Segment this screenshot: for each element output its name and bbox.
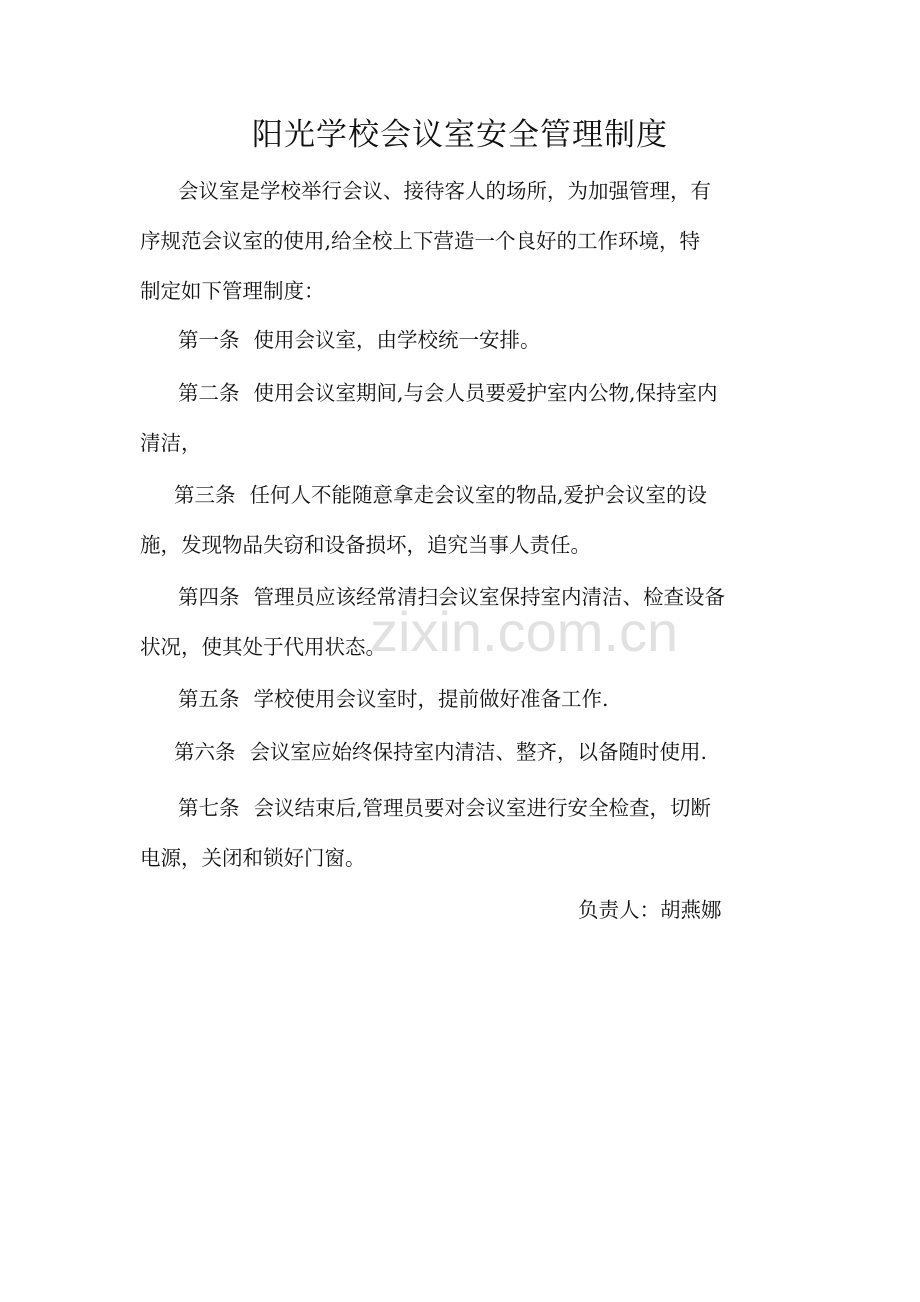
article-label: 第四条 (178, 585, 240, 609)
intro-line: 会议室是学校举行会议、接待客人的场所，为加强管理，有 (178, 179, 711, 203)
article-label: 第五条 (178, 687, 240, 711)
article-text: 管理员应该经常清扫会议室保持室内清洁、检查设备 (253, 585, 725, 609)
article-6 (140, 727, 790, 777)
intro-paragraph (140, 166, 790, 316)
article-text: 会议结束后,管理员要对会议室进行安全检查，切断 (253, 796, 712, 820)
article-1 (140, 315, 790, 365)
article-text: 会议室应始终保持室内清洁、整齐，以备随时使用. (249, 740, 708, 764)
article-text: 清洁， (140, 431, 202, 455)
article-label: 第六条 (174, 740, 236, 764)
article-label: 第三条 (174, 483, 236, 507)
article-text: 使用会议室，由学校统一安排。 (253, 328, 541, 352)
article-3 (140, 470, 790, 570)
article-text: 学校使用会议室时，提前做好准备工作. (253, 687, 609, 711)
article-label: 第七条 (178, 796, 240, 820)
article-label: 第一条 (178, 328, 240, 352)
article-label: 第二条 (178, 381, 240, 405)
signature: 负责人：胡燕娜 (578, 898, 722, 922)
intro-line: 制定如下管理制度： (140, 279, 325, 303)
article-5 (140, 674, 790, 724)
article-text: 任何人不能随意拿走会议室的物品,爱护会议室的设 (249, 483, 708, 507)
article-4 (140, 572, 790, 672)
article-text: 施，发现物品失窃和设备损坏，追究当事人责任。 (140, 533, 591, 557)
article-text: 电源，关闭和锁好门窗。 (140, 846, 366, 870)
watermark: zixin.com.cn (370, 600, 679, 663)
document-title: 阳光学校会议室安全管理制度 (252, 117, 668, 153)
article-text: 使用会议室期间,与会人员要爱护室内公物,保持室内 (253, 381, 718, 405)
article-7 (140, 783, 790, 883)
article-text: 状况，使其处于代用状态。 (140, 635, 386, 659)
article-2 (140, 368, 790, 468)
intro-line: 序规范会议室的使用,给全校上下营造一个良好的工作环境，特 (140, 229, 701, 253)
